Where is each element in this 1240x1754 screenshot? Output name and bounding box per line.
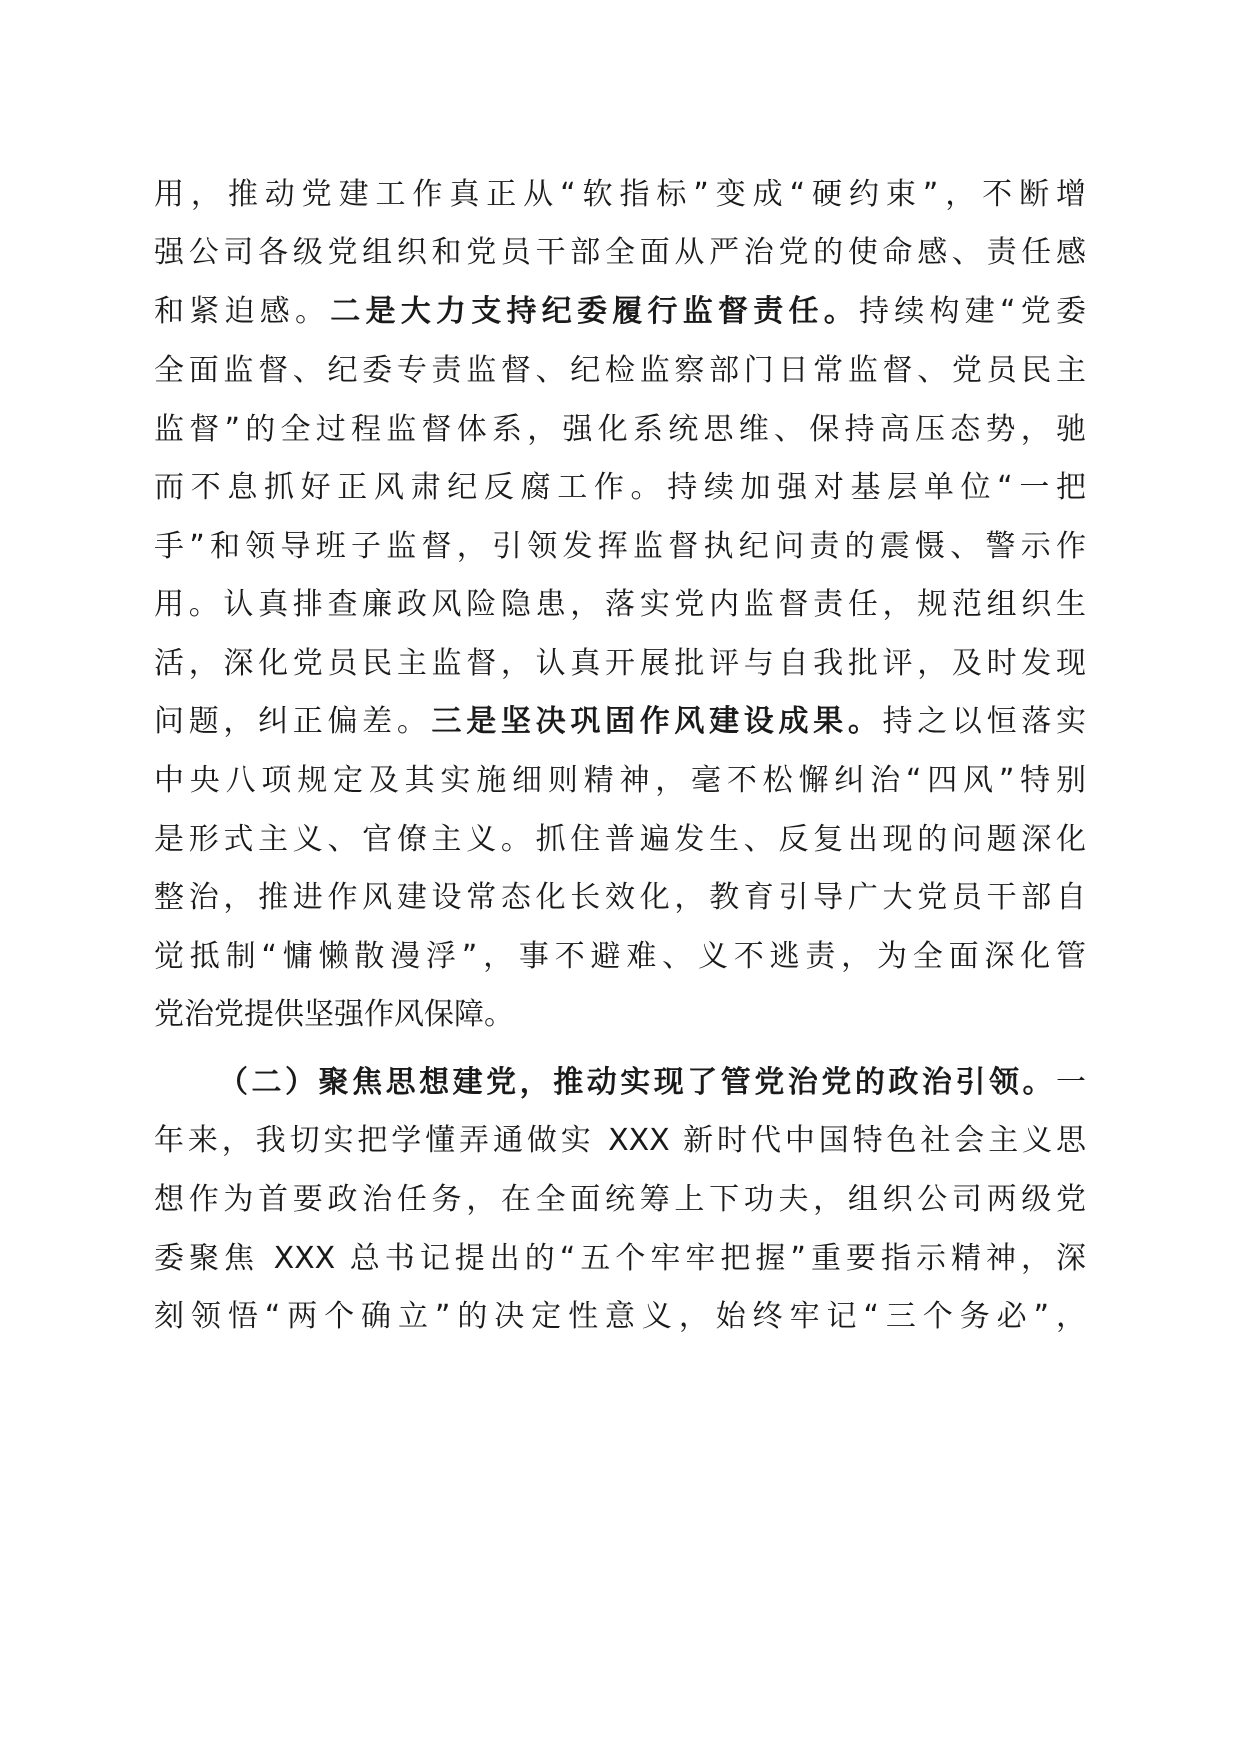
text-segment: 问题，纠正偏差。: [154, 704, 432, 739]
text-segment: 手”和领导班子监督，引领发挥监督执纪问责的震慑、警示作: [154, 529, 1086, 564]
text-segment: 中央八项规定及其实施细则精神，毫不松懈纠治“四风”特别: [154, 763, 1086, 798]
bold-text-segment: 二是大力支持纪委履行监督责任。: [330, 294, 859, 329]
bold-text-segment: 三是坚决巩固作风建设成果。: [431, 704, 883, 739]
text-segment: 整治，推进作风建设常态化长效化，教育引导广大党员干部自: [154, 880, 1086, 915]
paragraph-line: [154, 288, 1086, 336]
text-segment: 活，深化党员民主监督，认真开展批评与自我批评，及时发现: [154, 646, 1086, 681]
text-segment: 持续构建“党委: [858, 294, 1087, 329]
text-segment: 想作为首要政治任务，在全面统筹上下功夫，组织公司两级党: [154, 1182, 1086, 1217]
text-segment: 是形式主义、官僚主义。抓住普遍发生、反复出现的问题深化: [154, 822, 1086, 857]
paragraph-line: [154, 816, 1086, 864]
paragraph-line: [154, 464, 1086, 512]
text-segment: 党治党提供坚强作风保障。: [154, 997, 514, 1032]
text-segment: 和紧迫感。: [154, 294, 331, 329]
text-segment: 而不息抓好正风肃纪反腐工作。持续加强对基层单位“一把: [154, 470, 1086, 505]
text-segment: 一: [1056, 1065, 1086, 1100]
paragraph-line: [154, 640, 1086, 688]
text-segment: 持之以恒落实: [882, 704, 1087, 739]
paragraph-line: [154, 523, 1086, 571]
text-segment: 用。认真排查廉政风险隐患，落实党内监督责任，规范组织生: [154, 587, 1086, 622]
paragraph-line: [154, 1117, 1086, 1165]
paragraph-line: [154, 933, 1086, 981]
text-segment: 强公司各级党组织和党员干部全面从严治党的使命感、责任感: [154, 235, 1086, 270]
text-segment: 用，推动党建工作真正从“软指标”变成“硬约束”，不断增: [154, 177, 1086, 212]
paragraph-line: [154, 581, 1086, 629]
text-segment: 觉抵制“慵懒散漫浮”，事不避难、义不逃责，为全面深化管: [154, 939, 1086, 974]
paragraph-line: [154, 347, 1086, 395]
bold-text-segment: （二）聚焦思想建党，推动实现了管党治党的政治引领。: [218, 1065, 1056, 1100]
paragraph-line: [154, 406, 1086, 454]
text-segment: 委聚焦 XXX 总书记提出的“五个牢牢把握”重要指示精神，深: [154, 1241, 1086, 1276]
text-segment: 全面监督、纪委专责监督、纪检监察部门日常监督、党员民主: [154, 353, 1086, 388]
text-segment: 监督”的全过程监督体系，强化系统思维、保持高压态势，驰: [154, 412, 1086, 447]
paragraph-line: [154, 698, 1086, 746]
text-segment: 年来，我切实把学懂弄通做实 XXX 新时代中国特色社会主义思: [154, 1123, 1086, 1158]
paragraph-line: [154, 1235, 1086, 1283]
paragraph-line: [154, 991, 1086, 1039]
paragraph-line: [154, 874, 1086, 922]
paragraph-line: [154, 171, 1086, 219]
paragraph-line: [154, 229, 1086, 277]
paragraph-line: [154, 757, 1086, 805]
text-segment: 刻领悟“两个确立”的决定性意义，始终牢记“三个务必”，: [154, 1299, 1086, 1334]
paragraph-line: [154, 1293, 1086, 1341]
paragraph-line: [154, 1176, 1086, 1224]
section-heading-line: [218, 1059, 1086, 1107]
